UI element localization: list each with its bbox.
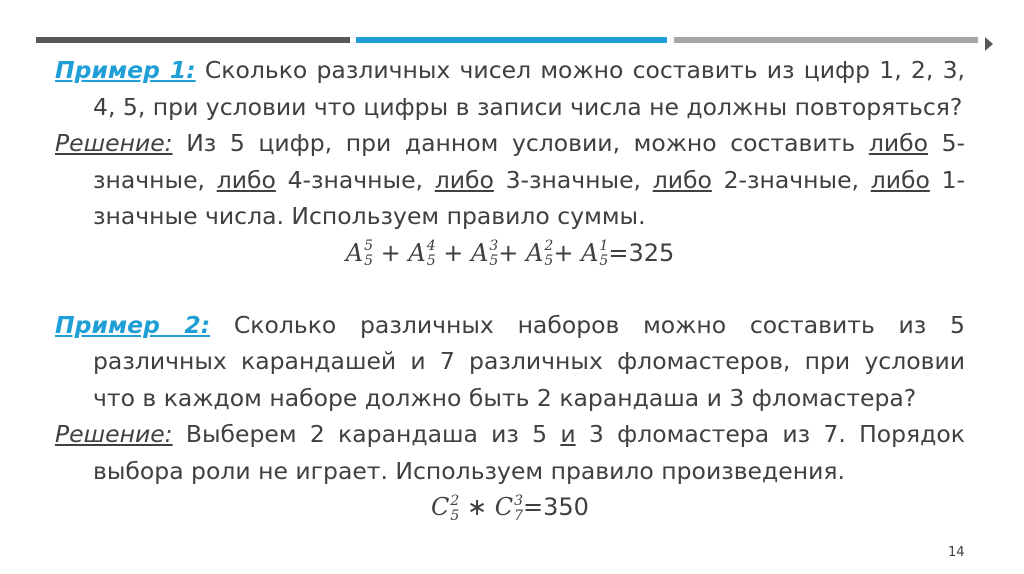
formula-term: C 2 5 bbox=[431, 492, 460, 524]
example2-solution bbox=[55, 416, 965, 489]
formula-term: A 4 5 bbox=[408, 238, 436, 269]
example2-formula: C 2 5 ∗ C 3 7 =350 bbox=[431, 492, 589, 524]
example2-solution-label: Решение: bbox=[55, 420, 173, 448]
formula-term: A 5 5 bbox=[345, 238, 374, 269]
example1-question bbox=[55, 52, 965, 125]
libo-word: либо bbox=[652, 165, 712, 194]
formula-term: C 3 7 bbox=[494, 492, 524, 524]
header-bar-dark bbox=[36, 37, 350, 43]
example1-formula: A 5 5 + A 4 5 + A 3 5 + A 2 5 + A 1 5 =325 bbox=[345, 238, 675, 269]
libo-word: либо bbox=[870, 165, 930, 194]
example1-solution-text: 2-значные, bbox=[711, 165, 871, 194]
example1-solution-text: 3-значные, bbox=[493, 165, 653, 194]
and-word: и bbox=[560, 420, 576, 448]
header-bar-grey bbox=[674, 37, 978, 43]
formula-term: A 2 5 bbox=[526, 238, 554, 269]
formula-term: A 1 5 bbox=[581, 238, 609, 269]
formula-term: A 3 5 bbox=[471, 238, 499, 269]
libo-word: либо bbox=[216, 165, 276, 194]
page-number: 14 bbox=[948, 545, 965, 560]
example1-question-text: Сколько различных чисел можно составить из цифр 1, 2, 3, 4, 5, при условии что цифры в записи числа не должны повторяться? bbox=[93, 56, 966, 121]
formula-result: =350 bbox=[523, 493, 589, 521]
formula-result: =325 bbox=[608, 238, 675, 267]
slide-content bbox=[55, 52, 965, 525]
example1-solution bbox=[55, 125, 965, 235]
example2-solution-text: 3 фломастера из 7. Порядок выбора роли не играет. Используем правило произведения. bbox=[93, 420, 965, 485]
example1-solution-text: 1-значные числа. Используем правило суммы. bbox=[93, 165, 966, 230]
example2-question-text: Сколько различных наборов можно составить из 5 различных карандашей и 7 различных фломастеров, при условии что в каждом наборе должно быть 2 карандаша и 3 фломастера? bbox=[93, 310, 965, 412]
example1-solution-text: 5-значные, bbox=[93, 129, 966, 194]
slide-corner-triangle-icon bbox=[985, 37, 993, 51]
example1-solution-text: 4-значные, bbox=[275, 165, 435, 194]
libo-word: либо bbox=[434, 165, 494, 194]
example2-label: Пример 2: bbox=[55, 310, 211, 339]
example2-solution-text: Выберем 2 карандаша из 5 bbox=[172, 420, 561, 448]
example2-question bbox=[55, 307, 965, 417]
header-bar-blue bbox=[356, 37, 667, 43]
libo-word: либо bbox=[868, 129, 928, 157]
example1-solution-text: Из 5 цифр, при данном условии, можно составить bbox=[172, 129, 869, 157]
example1-solution-label: Решение: bbox=[55, 129, 173, 157]
example1-label: Пример 1: bbox=[55, 56, 196, 84]
